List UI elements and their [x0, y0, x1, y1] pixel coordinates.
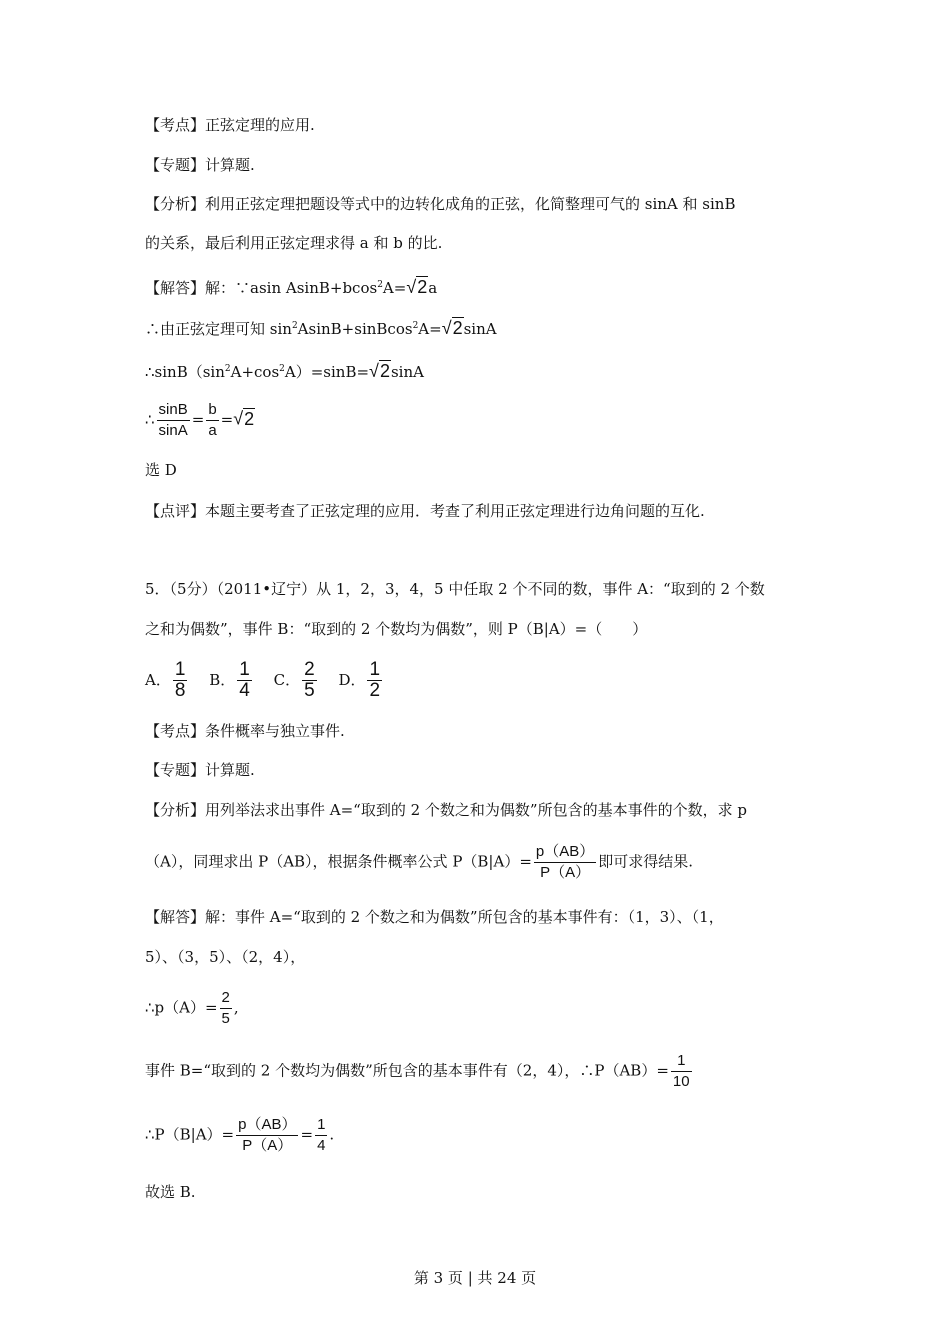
option-b: [209, 659, 254, 701]
radicand: 2: [417, 277, 428, 297]
radicand: 2: [452, 318, 463, 338]
fraction: [220, 988, 232, 1029]
superscript: 2: [279, 364, 285, 374]
q5-pa: [145, 988, 239, 1029]
q5-kaodian: 【考点】条件概率与独立事件.: [145, 722, 345, 740]
denominator: a: [208, 422, 217, 439]
text: ∴由正弦定理可知 sin: [145, 320, 292, 338]
equals: =: [300, 1125, 314, 1144]
text: 事件 B=“取到的 2 个数均为偶数”所包含的基本事件有（2，4），∴P（AB）=: [145, 1061, 669, 1080]
q4-kaodian: 【考点】正弦定理的应用.: [145, 116, 315, 134]
numerator: 1: [315, 1115, 327, 1136]
fraction: [157, 400, 190, 441]
sqrt-2: [442, 317, 464, 338]
option-label: B．: [209, 670, 236, 689]
text: 即可求得结果.: [598, 852, 694, 871]
q5-options: [145, 660, 384, 701]
therefore: ∴: [145, 410, 155, 429]
q4-step2: [145, 359, 424, 382]
text: .: [329, 1125, 335, 1144]
text: 【解答】解：∵asin AsinB+bcos: [145, 279, 378, 297]
option-c: [273, 659, 319, 701]
denominator: 2: [369, 680, 381, 701]
denominator: 4: [317, 1137, 326, 1154]
sqrt-sign: √: [441, 318, 452, 338]
denominator: P（A）: [540, 864, 591, 881]
q5-stem-line2: 之和为偶数”，事件 B：“取到的 2 个数均为偶数”，则 P（B|A）=（ ）: [145, 620, 648, 638]
text: A）=sinB=: [284, 363, 370, 381]
q4-fenxi-line2: 的关系，最后利用正弦定理求得 a 和 b 的比.: [145, 234, 443, 252]
q4-jieda: [145, 275, 437, 298]
fraction: [237, 660, 252, 701]
option-label: A．: [145, 670, 171, 689]
sqrt-sign: √: [233, 408, 244, 429]
numerator: b: [206, 400, 218, 421]
q4-step1: [145, 316, 497, 339]
numerator: 1: [239, 659, 250, 680]
sqrt-2: [369, 360, 391, 381]
numerator: 1: [174, 659, 186, 680]
q5-stem-line1: 5．（5分）（2011•辽宁）从 1，2，3，4，5 中任取 2 个不同的数，事件 A：“取到的 2 个数: [145, 580, 765, 598]
numerator: p（AB）: [236, 1115, 298, 1136]
text: A+cos: [230, 363, 280, 381]
sqrt-2: [406, 276, 428, 297]
equals: =: [220, 410, 234, 429]
denominator: P（A）: [242, 1137, 293, 1154]
option-label: D．: [338, 670, 366, 689]
text: sinA: [390, 363, 424, 381]
numerator: p（AB）: [534, 842, 596, 863]
fraction: [671, 1051, 692, 1092]
numerator: 2: [220, 988, 232, 1009]
numerator: 2: [304, 659, 315, 680]
denominator: 5: [221, 1010, 230, 1027]
q5-fenxi-line1: 【分析】用列举法求出事件 A=“取到的 2 个数之和为偶数”所包含的基本事件的个数，求 p: [145, 801, 747, 819]
superscript: 2: [224, 364, 231, 374]
q5-event-b: [145, 1051, 694, 1092]
q5-jieda-line1: 【解答】解：事件 A=“取到的 2 个数之和为偶数”所包含的基本事件有：（1，3）、（1，: [145, 908, 724, 926]
sqrt-2: [233, 408, 255, 429]
superscript: 2: [412, 321, 419, 331]
q4-dianping: 【点评】本题主要考查了正弦定理的应用．考查了利用正弦定理进行边角问题的互化.: [145, 502, 705, 520]
fraction: [236, 1115, 298, 1156]
fraction: [367, 660, 382, 701]
q4-fenxi-line1: 【分析】利用正弦定理把题设等式中的边转化成角的正弦，化简整理可气的 sinA 和 sinB: [145, 195, 736, 213]
equals: =: [191, 410, 205, 429]
numerator: 1: [671, 1051, 692, 1072]
q4-answer: 选 D: [145, 461, 177, 479]
sqrt-sign: √: [369, 361, 379, 381]
fraction: [206, 400, 218, 441]
text: ∴p（A）=: [145, 998, 218, 1017]
q4-zhuanti: 【专题】计算题.: [145, 156, 255, 174]
denominator: 4: [239, 680, 250, 701]
superscript: 2: [291, 321, 298, 331]
q5-fenxi-line2: [145, 842, 693, 883]
text: （A），同理求出 P（AB），根据条件概率公式 P（B|A）=: [145, 852, 532, 871]
text: a: [428, 279, 438, 297]
option-label: C．: [273, 670, 301, 689]
q5-pba: [145, 1115, 334, 1156]
fraction: [315, 1115, 327, 1156]
text: A=: [382, 279, 407, 297]
option-d: [338, 659, 384, 701]
denominator: 8: [174, 680, 186, 701]
q5-answer: 故选 B.: [145, 1183, 196, 1201]
numerator: sinB: [157, 400, 190, 421]
radicand: 2: [379, 361, 390, 381]
text: ∴sinB（sin: [145, 363, 225, 381]
sqrt-sign: √: [406, 277, 417, 297]
fraction: [302, 660, 317, 701]
text: ,: [233, 998, 239, 1017]
q5-zhuanti: 【专题】计算题.: [145, 761, 255, 779]
text: sinA: [463, 320, 497, 338]
text: A=: [418, 320, 442, 338]
text: AsinB+sinBcos: [297, 320, 413, 338]
text: ∴P（B|A）=: [145, 1125, 235, 1144]
page-footer: 第 3 页 | 共 24 页: [413, 1269, 537, 1287]
denominator: sinA: [158, 422, 188, 439]
option-a: [145, 659, 189, 701]
radicand: 2: [244, 408, 255, 429]
denominator: 10: [672, 1073, 690, 1090]
fraction: [534, 842, 596, 883]
denominator: 5: [304, 680, 315, 701]
q5-jieda-line2: 5）、（3，5）、（2，4），: [145, 948, 306, 966]
q4-step3: [145, 400, 255, 441]
fraction: [173, 660, 188, 701]
numerator: 1: [369, 659, 381, 680]
superscript: 2: [377, 280, 383, 290]
